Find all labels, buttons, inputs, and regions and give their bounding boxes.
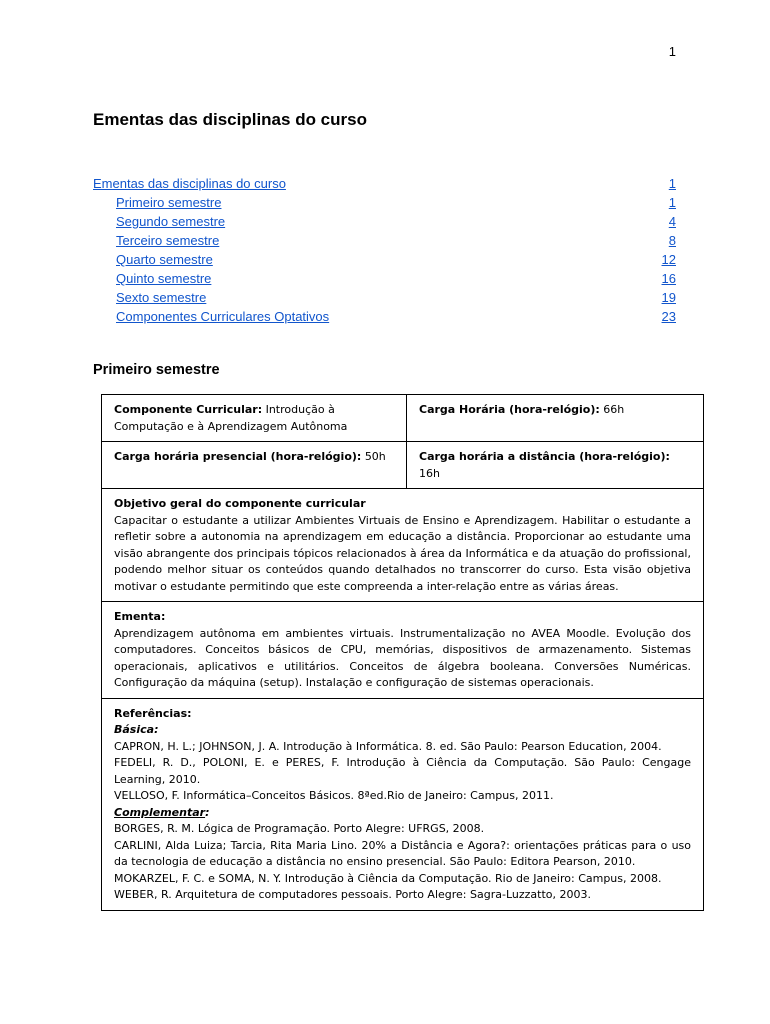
toc-link-primeiro-semestre[interactable] [116,193,676,212]
toc-link-page: 16 [661,271,676,286]
basica-label: Básica: [114,723,159,736]
carga-distancia-value: 16h [419,466,440,480]
toc-link-page: 12 [661,252,676,267]
toc-link-label: Ementas das disciplinas do curso [93,176,286,191]
toc-link-page: 23 [661,309,676,324]
objetivo-text: Capacitar o estudante a utilizar Ambientes Virtuais de Ensino e Aprendizagem. Habilitar o estudante a refletir sobre a autonomia na aprendizagem em educação a distância. Proporcionar ao estudante uma visão abrangente dos principais tópicos relacionados à área da Informática e da atuação do profissional, podendo melhor situar os conteúdos quando detalhados no transcorrer do curso. Esta visão objetiva motivar o estudante permitindo que este compreenda a inter-relação entre as várias áreas. [114,513,691,593]
document-title: Ementas das disciplinas do curso [93,110,367,129]
toc-link-quarto-semestre[interactable] [116,250,676,269]
table-row [102,602,704,699]
toc-link-componentes-optativos[interactable] [116,307,676,326]
componente-label: Componente Curricular: [114,403,263,416]
componente-cell [102,395,407,442]
ementa-text: Aprendizagem autônoma em ambientes virtuais. Instrumentalização no AVEA Moodle. Evolução dos computadores. Conceitos básicos de CPU, memórias, dispositivos de armazenamento. Sistemas operacionais, aplicativos e utilitários. Conceitos de álgebra booleana. Conversões Numéricas. Configuração da máquina (setup). Instalação e configuração de sistemas operacionais. [114,626,691,689]
table-row [102,489,704,602]
toc-link-terceiro-semestre[interactable] [116,231,676,250]
toc-link-page: 1 [668,176,676,191]
toc-link-label: Primeiro semestre [116,195,222,210]
table-row [102,698,704,910]
table-row [102,395,704,442]
table-row [102,442,704,489]
reference-item: VELLOSO, F. Informática–Conceitos Básicos. 8ªed.Rio de Janeiro: Campus, 2011. [114,789,554,802]
carga-total-label: Carga Horária (hora-relógio): [419,403,600,416]
toc-link-label: Terceiro semestre [116,233,220,248]
reference-item: CARLINI, Alda Luiza; Tarcia, Rita Maria Lino. 20% a Distância e Agora?: orientações práticas para o uso da tecnologia de educação a distância no ensino presencial. São Paulo: Editora Pearson, 2010. [114,838,691,868]
page-number: 1 [668,44,676,59]
toc-link-page: 1 [668,195,676,210]
reference-item: FEDELI, R. D., POLONI, E. e PERES, F. Introdução à Ciência da Computação. São Paulo: Cengage Learning, 2010. [114,756,691,786]
complementar-colon: : [205,805,210,819]
objetivo-cell [102,489,704,602]
carga-total-value: 66h [603,403,625,416]
toc-link-segundo-semestre[interactable] [116,212,676,231]
toc-link-label: Componentes Curriculares Optativos [116,309,330,324]
complementar-label: Complementar [114,805,206,819]
carga-total-cell [407,395,704,442]
reference-item: WEBER, R. Arquitetura de computadores pessoais. Porto Alegre: Sagra-Luzzatto, 2003. [114,888,591,901]
carga-presencial-label: Carga horária presencial (hora-relógio): [114,450,362,463]
course-syllabus-table [101,394,704,911]
toc-link-page: 8 [668,233,676,248]
section-title: Primeiro semestre [93,362,220,378]
table-of-contents [93,174,676,326]
toc-link-label: Sexto semestre [116,290,207,305]
toc-link-quinto-semestre[interactable] [116,269,676,288]
carga-distancia-cell [407,442,704,489]
ementa-cell [102,602,704,699]
complementar-heading [114,805,691,822]
carga-presencial-value: 50h [364,450,386,463]
componente-value: Introdução à Computação e à Aprendizagem Autônoma [114,403,348,433]
reference-item: MOKARZEL, F. C. e SOMA, N. Y. Introdução à Ciência da Computação. Rio de Janeiro: Campus, 2008. [114,871,662,885]
toc-link-label: Segundo semestre [116,214,226,229]
reference-item: BORGES, R. M. Lógica de Programação. Porto Alegre: UFRGS, 2008. [114,822,485,835]
toc-link-sexto-semestre[interactable] [116,288,676,307]
toc-link-page: 4 [668,214,676,229]
toc-link-page: 19 [661,290,676,305]
referencias-label: Referências: [114,706,192,720]
toc-link-label: Quarto semestre [116,252,213,267]
reference-item: CAPRON, H. L.; JOHNSON, J. A. Introdução à Informática. 8. ed. São Paulo: Pearson Education, 2004. [114,739,662,753]
carga-distancia-label: Carga horária a distância (hora-relógio): [419,450,670,463]
referencias-cell [102,698,704,910]
ementa-label: Ementa: [114,610,166,623]
toc-link-label: Quinto semestre [116,271,212,286]
toc-link-ementas[interactable] [93,174,676,193]
objetivo-label: Objetivo geral do componente curricular [114,497,366,510]
carga-presencial-cell [102,442,407,489]
